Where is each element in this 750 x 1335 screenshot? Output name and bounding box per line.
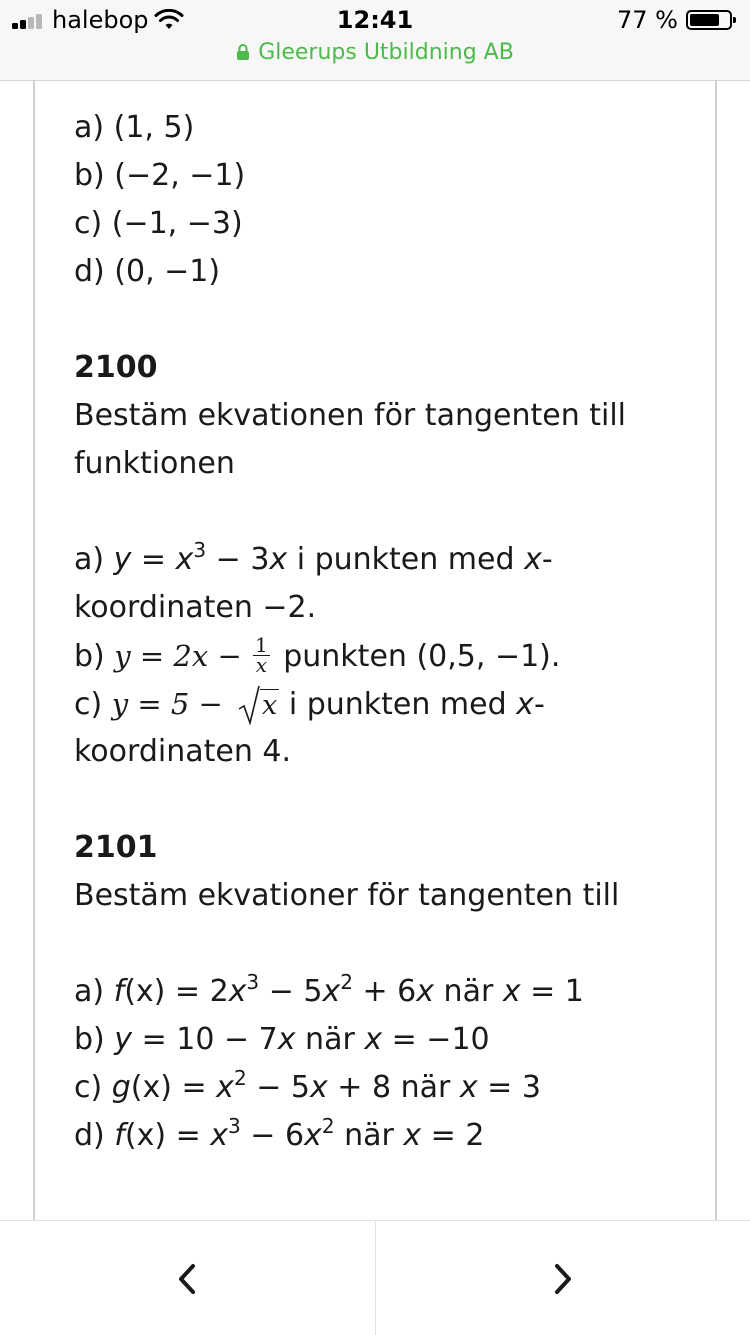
lock-icon [236, 43, 250, 61]
chevron-left-icon [176, 1263, 198, 1295]
exercise-2100-item-a-cont: koordinaten −2. [74, 590, 317, 625]
exercise-2100-prompt-line1: Bestäm ekvationen för tangenten till [74, 398, 627, 433]
battery-icon [686, 10, 732, 30]
prev-item-b: b) (−2, −1) [74, 158, 246, 193]
browser-toolbar [0, 1220, 750, 1335]
prev-item-d: d) (0, −1) [74, 254, 221, 289]
site-name: Gleerups Utbildning AB [258, 40, 514, 65]
exercise-2101-number: 2101 [74, 830, 158, 865]
exercise-2100-prompt-line2: funktionen [74, 446, 235, 481]
exercise-2101-item-b: b) y = 10 − 7x när x = −10 [74, 1022, 490, 1057]
reading-content [74, 104, 694, 1160]
clock: 12:41 [336, 6, 414, 34]
exercise-2101-item-d: d) $f(x) = x^3 - 6x^2$ när x = 2 [74, 1114, 485, 1153]
exercise-2101-prompt: Bestäm ekvationer för tangenten till [74, 878, 620, 913]
exercise-2100-item-c: c) y = 5 − x i punkten med x- [74, 680, 694, 728]
exercise-2100-number: 2100 [74, 350, 158, 385]
carrier-name: halebop [52, 6, 149, 34]
forward-button[interactable] [376, 1221, 750, 1335]
chevron-right-icon [552, 1263, 574, 1295]
fraction: $\frac{1}{x}$ [254, 633, 268, 677]
status-bar [0, 0, 750, 81]
prev-item-c: c) (−1, −3) [74, 206, 243, 241]
square-root: x [238, 681, 279, 729]
battery-level [690, 14, 719, 26]
exercise-2100-item-a: a) $y = x^3 - 3x$ i punkten med x- [74, 538, 553, 577]
exercise-2101-item-a: a) $f(x) = 2x^3 - 5x^2 + 6x$ när x = 1 [74, 970, 584, 1009]
exercise-2100-item-c-cont: koordinaten 4. [74, 734, 291, 769]
site-address[interactable] [0, 40, 750, 65]
radical-sign-icon [238, 685, 260, 725]
exercise-2101-item-c: c) $g(x) = x^2 - 5x + 8$ när x = 3 [74, 1066, 541, 1105]
exercise-2100-item-b: b) y = 2x − $\frac{1}{x}$ punkten (0,5, −1). [74, 633, 561, 677]
prev-item-a: a) (1, 5) [74, 110, 195, 145]
back-button[interactable] [0, 1221, 374, 1335]
battery-percent: 77 % [617, 6, 678, 34]
